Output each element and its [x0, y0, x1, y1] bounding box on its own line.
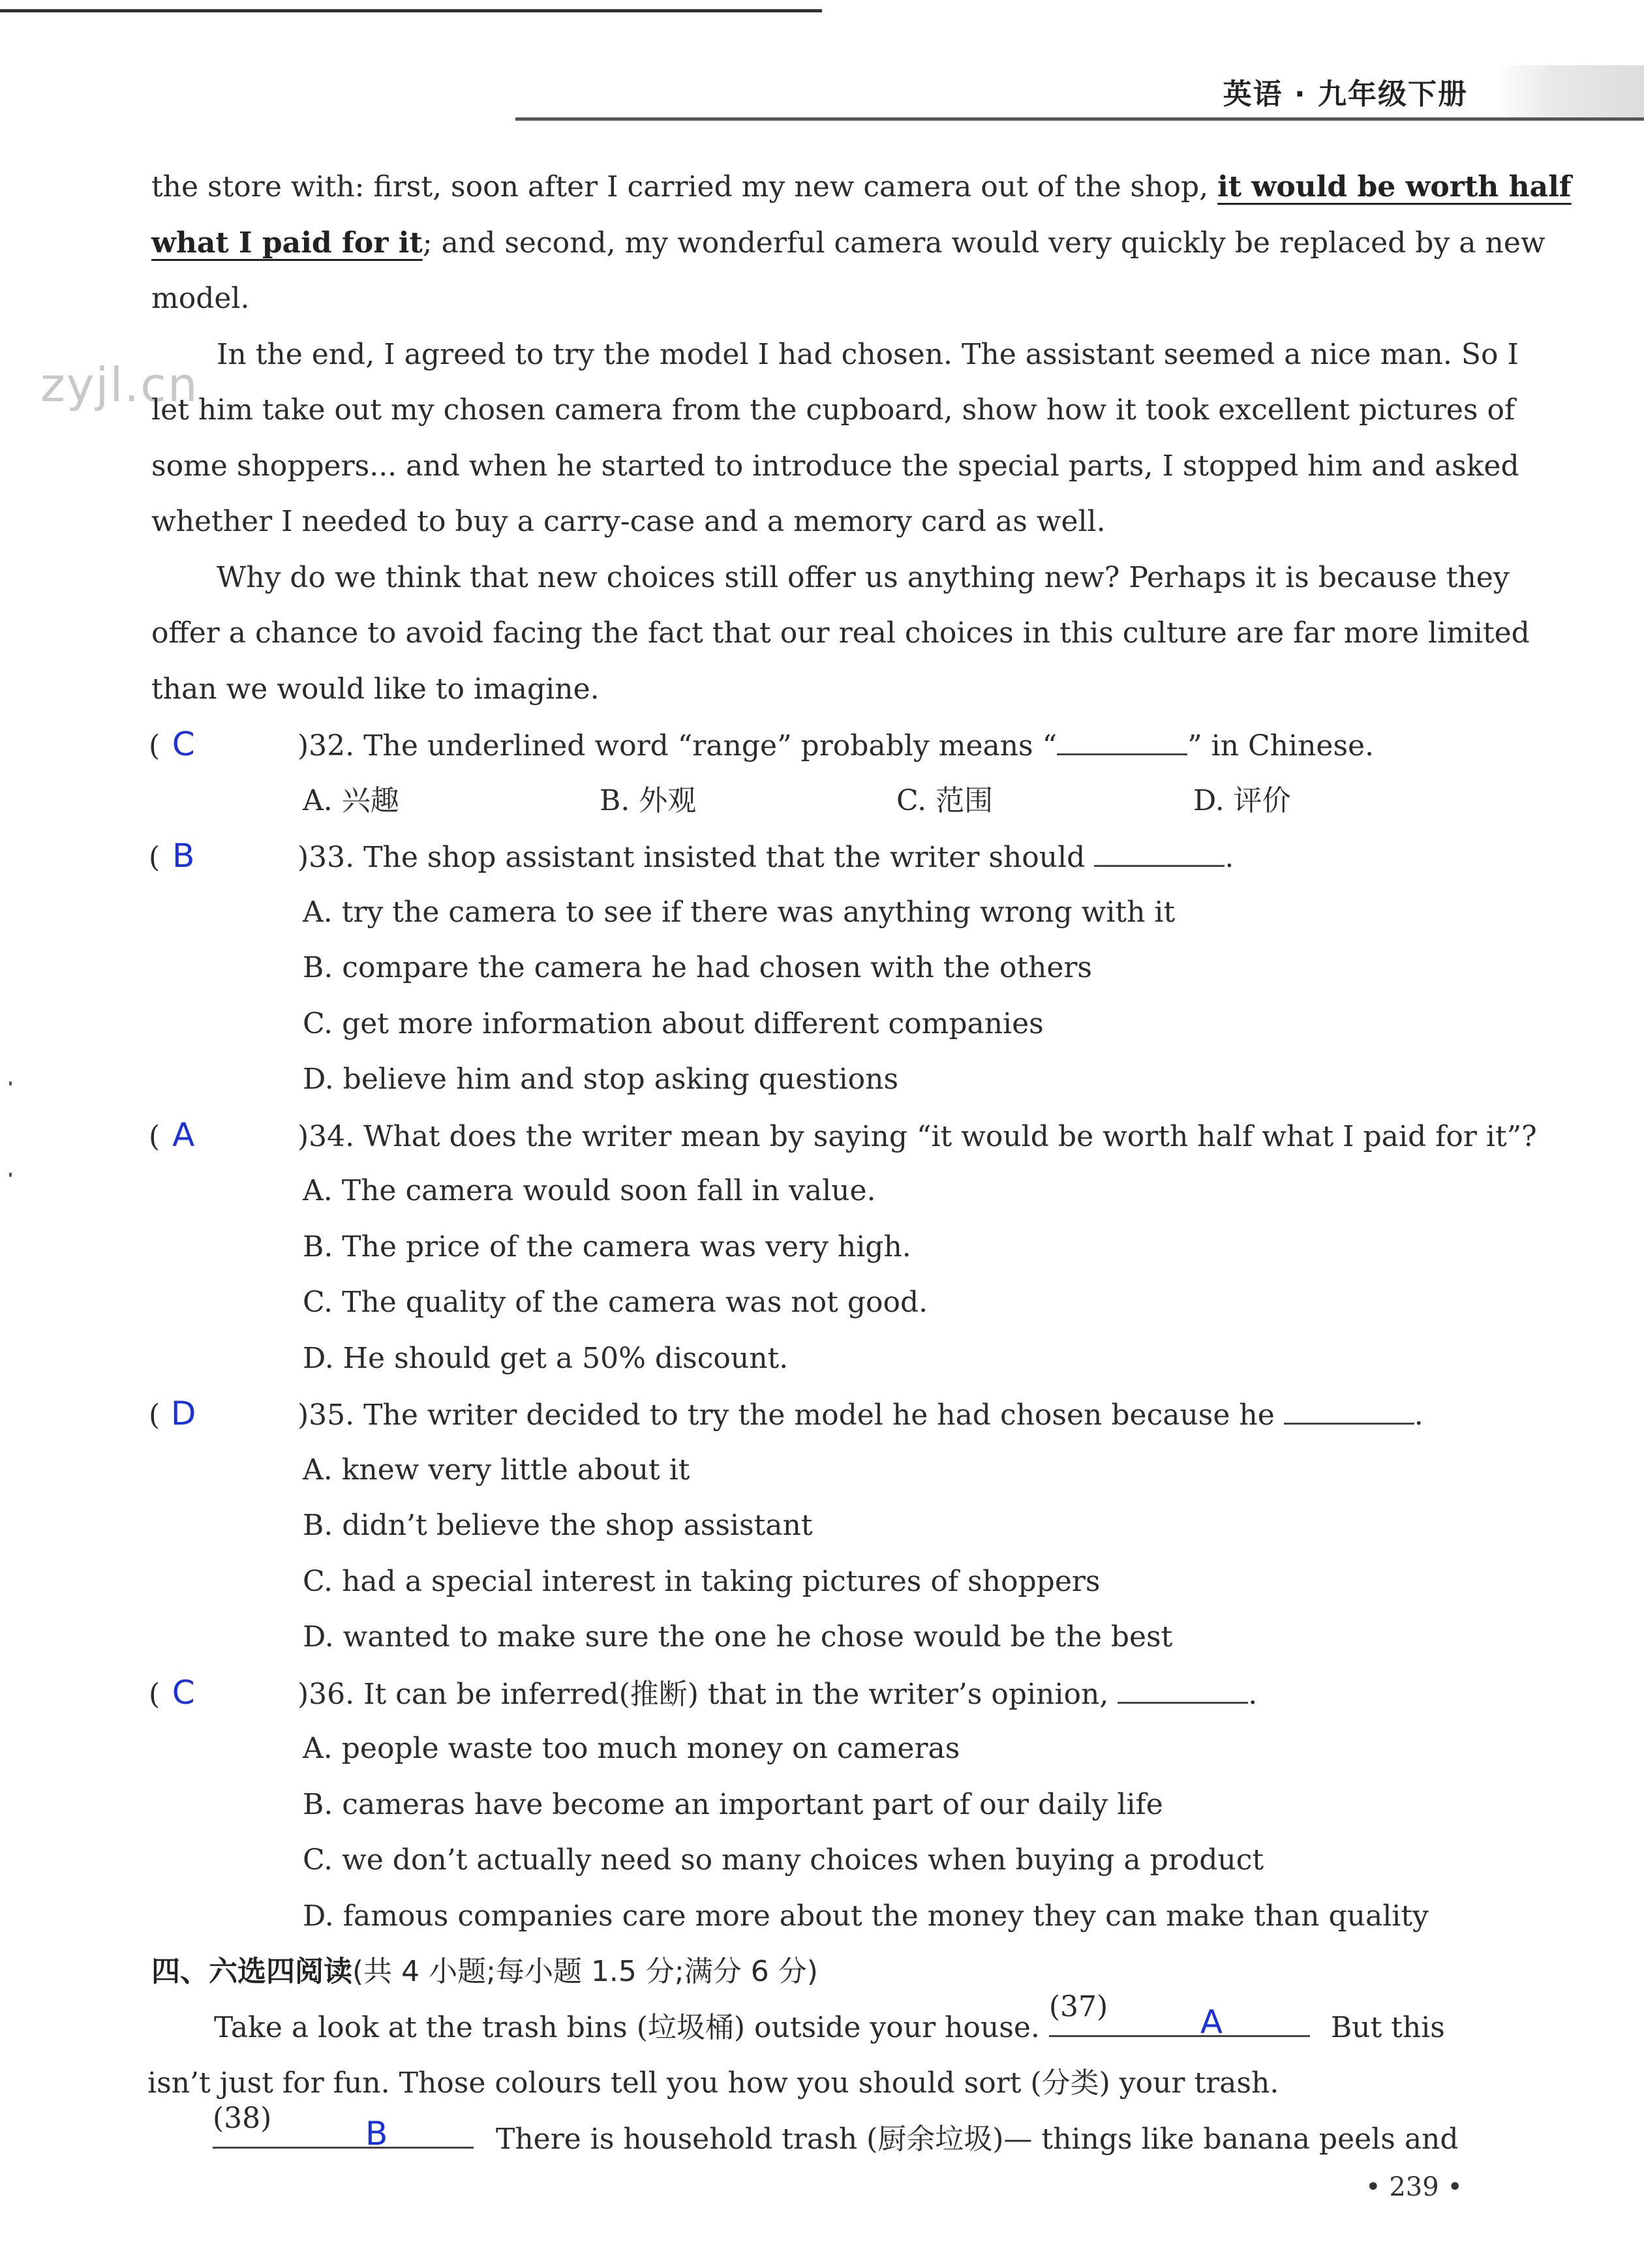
question-stem: )36. It can be inferred(推断) that in the writer’s opinion, [297, 1677, 1118, 1711]
option-c: C. we don’t actually need so many choices when buying a product [303, 1843, 1264, 1877]
question-32 [151, 717, 1495, 773]
handwritten-answer: B [365, 2115, 388, 2153]
handwritten-answer: B [172, 837, 195, 875]
option-b: B. The price of the camera was very high. [303, 1230, 911, 1263]
options-row [151, 773, 1495, 829]
option-b: B. 外观 [600, 783, 697, 817]
passage-line [151, 2102, 1495, 2168]
passage-line [151, 159, 1572, 215]
answer-paren: ( B [149, 828, 297, 886]
passage-line: Why do we think that new choices still offer us anything new? Perhaps it is because they [217, 560, 1510, 594]
option-a: A. 兴趣 [303, 783, 399, 817]
section-title: 四、六选四阅读 [151, 1955, 352, 1988]
option-b: B. compare the camera he had chosen with the others [303, 951, 1092, 984]
passage-line: In the end, I agreed to try the model I had chosen. The assistant seemed a nice man. So I [217, 337, 1519, 371]
answer-paren: ( C [149, 717, 297, 774]
question-stem-end: . [1414, 1399, 1423, 1432]
passage-line: let him take out my chosen camera from the cupboard, show how it took excellent pictures of [151, 393, 1515, 427]
passage-line: than we would like to imagine. [151, 672, 600, 706]
underlined-phrase: it would be worth half [1217, 170, 1572, 204]
passage-line: model. [151, 282, 250, 315]
text-run: the store with: first, soon after I carried my new camera out of the shop, [151, 170, 1218, 204]
option-d: D. 评价 [1193, 783, 1291, 817]
page-number: • 239 • [1365, 2172, 1463, 2202]
question-stem-end: ” in Chinese. [1187, 729, 1375, 763]
option-a: A. people waste too much money on cameras [303, 1732, 960, 1765]
book-title: 英语 · 九年级下册 [1223, 78, 1468, 111]
passage-line: isn’t just for fun. Those colours tell you how you should sort (分类) your trash. [147, 2066, 1279, 2100]
answer-blank [1094, 835, 1225, 867]
question-33 [151, 828, 1495, 885]
header-shading [1494, 65, 1644, 117]
page-content [147, 159, 1572, 2167]
watermark: zyjl.cn [40, 357, 199, 412]
gap-37 [1048, 1990, 1310, 2042]
question-stem: )32. The underlined word “range” probably means “ [297, 729, 1058, 763]
gap-number: (38) [213, 2102, 272, 2135]
gap-38 [213, 2102, 474, 2153]
option-d: D. wanted to make sure the one he chose would be the best [303, 1620, 1173, 1654]
underlined-phrase: what I paid for it [151, 226, 423, 260]
option-a: A. try the camera to see if there was anything wrong with it [303, 895, 1176, 929]
question-stem: )34. What does the writer mean by saying “it would be worth half what I paid for it”? [297, 1119, 1537, 1153]
passage-line [151, 1990, 1495, 2056]
option-c: C. get more information about different companies [303, 1006, 1044, 1040]
handwritten-answer: A [1200, 2003, 1223, 2042]
answer-paren: ( C [149, 1665, 297, 1723]
text-run: There is household trash (厨余垃圾)— things like banana peels and [487, 2122, 1459, 2156]
handwritten-answer: A [172, 1115, 195, 1154]
answer-blank [1057, 723, 1187, 755]
answer-blank [1284, 1393, 1414, 1425]
answer-paren: ( D [149, 1386, 297, 1444]
passage-line: offer a chance to avoid facing the fact that our real choices in this culture are far more limited [151, 616, 1530, 650]
margin-mark [9, 1173, 12, 1177]
top-rule [0, 9, 822, 12]
section-note: (共 4 小题;每小题 1.5 分;满分 6 分) [352, 1955, 818, 1988]
handwritten-answer: D [170, 1395, 196, 1432]
text-run: But this [1321, 2010, 1445, 2044]
question-36 [151, 1665, 1495, 1721]
option-b: B. cameras have become an important part of our daily life [303, 1787, 1163, 1821]
option-c: C. The quality of the camera was not good. [303, 1286, 928, 1319]
passage-line [151, 215, 1545, 271]
header-rule [515, 117, 1644, 121]
question-35 [151, 1386, 1495, 1442]
option-c: C. 范围 [896, 783, 994, 817]
question-stem: )33. The shop assistant insisted that the writer should [297, 841, 1095, 874]
option-d: D. believe him and stop asking questions [303, 1063, 899, 1096]
text-run: ; and second, my wonderful camera would very quickly be replaced by a new [422, 226, 1545, 260]
option-b: B. didn’t believe the shop assistant [303, 1509, 813, 1542]
answer-blank [1118, 1671, 1248, 1703]
answer-paren: ( A [149, 1108, 297, 1165]
option-a: A. The camera would soon fall in value. [303, 1174, 876, 1207]
question-34 [149, 1108, 1537, 1164]
passage-line: whether I needed to buy a carry-case and a memory card as well. [151, 505, 1106, 538]
text-run: Take a look at the trash bins (垃圾桶) outside your house. [214, 2010, 1049, 2044]
passage-line: some shoppers... and when he started to introduce the special parts, I stopped him and asked [151, 449, 1519, 483]
question-stem-end: . [1225, 841, 1234, 874]
handwritten-answer: C [172, 1673, 195, 1712]
gap-number: (37) [1048, 1990, 1108, 2023]
option-d: D. famous companies care more about the money they can make than quality [303, 1899, 1429, 1933]
margin-mark [9, 1081, 12, 1085]
section-heading [151, 1944, 1495, 2000]
question-stem: )35. The writer decided to try the model he had chosen because he [297, 1399, 1284, 1432]
option-d: D. He should get a 50% discount. [303, 1341, 789, 1375]
handwritten-answer: C [172, 725, 195, 763]
question-stem-end: . [1248, 1677, 1258, 1711]
option-c: C. had a special interest in taking pictures of shoppers [303, 1564, 1101, 1598]
option-a: A. knew very little about it [303, 1453, 690, 1487]
